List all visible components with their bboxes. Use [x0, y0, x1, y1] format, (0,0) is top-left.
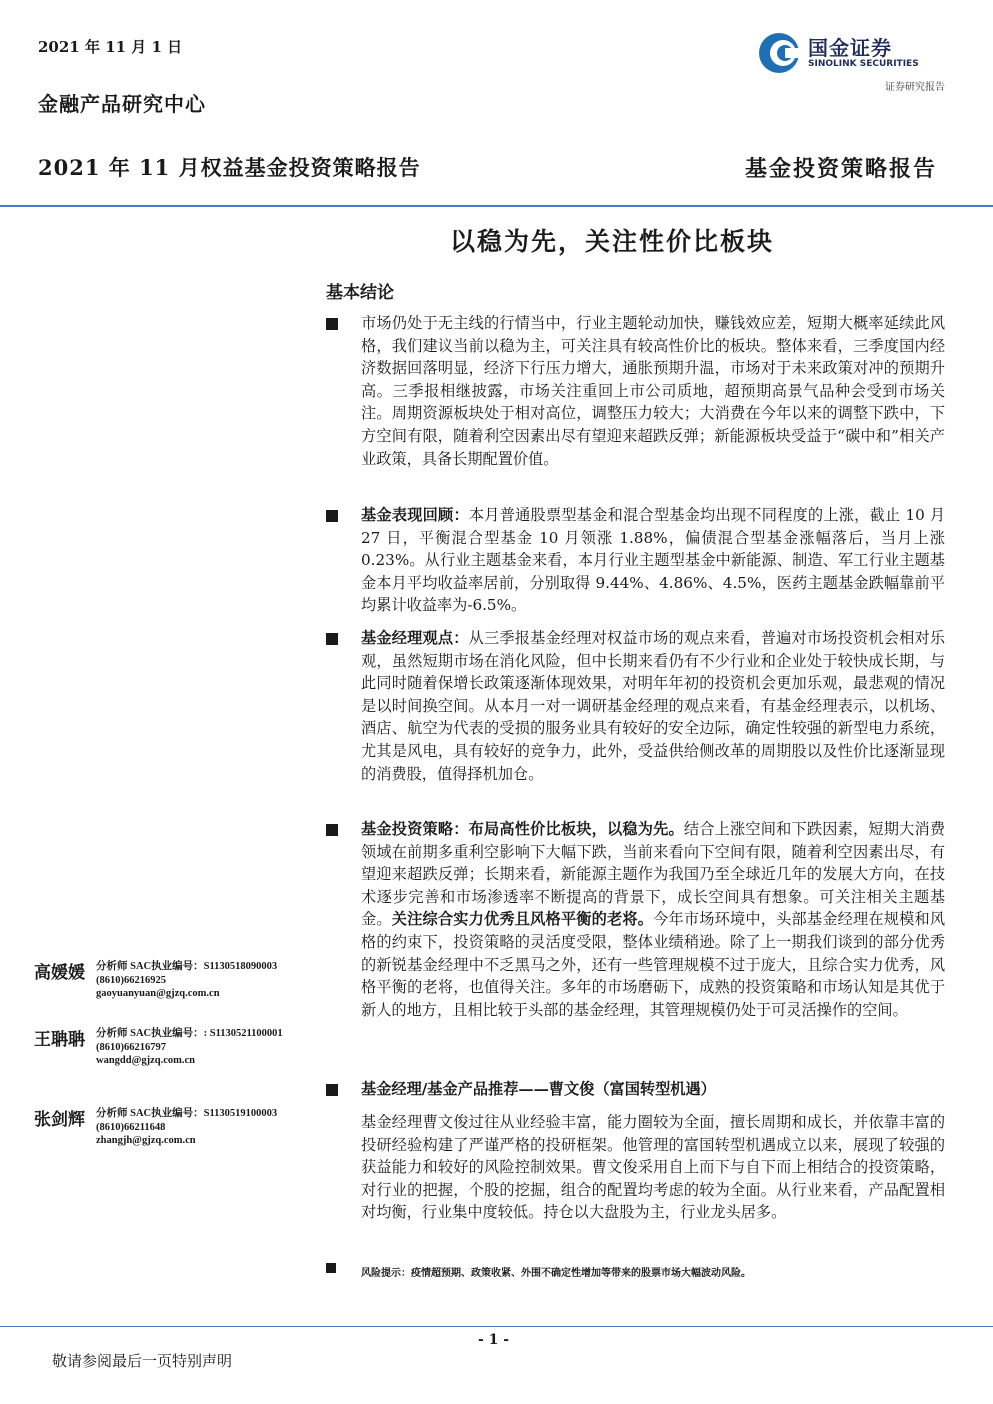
report-date: 2021 年 11 月 1 日 [38, 38, 183, 56]
logo-chinese-name: 国金证券 [808, 36, 892, 60]
paragraph-text: 本月普通股票型基金和混合型基金均出现不同程度的上涨，截止 10 月 27 日，平衡混合型基金 10 月领涨 1.88%，偏债混合型基金涨幅落后，当月上涨 0.23%。从行业主题基金来看，本月行业主题型基金中新能源、制造、军工行业主题基金本月平均收益率居前，分别取得 9.44%、4.86%、4.5%，医药主题基金跌幅靠前平均累计收益率为-6.5%。 [361, 506, 946, 615]
section-title: 基本结论 [326, 283, 394, 303]
bullet-marker [326, 1263, 336, 1273]
conclusion-paragraph-3 [361, 627, 945, 785]
bullet-marker [326, 1084, 338, 1096]
analyst-email[interactable]: gaoyuanyuan@gjzq.com.cn [96, 988, 220, 999]
analyst-email[interactable]: wangdd@gjzq.com.cn [96, 1055, 196, 1066]
bullet-marker [326, 633, 338, 645]
logo-english-name: SINOLINK SECURITIES [808, 59, 919, 69]
footer-divider [0, 1326, 993, 1327]
manager-paragraph: 基金经理曹文俊过往从业经验丰富，能力圈较为全面，擅长周期和成长，并依靠丰富的投研经验构建了严谨严格的投研框架。他管理的富国转型机遇成立以来，展现了较强的获益能力和较好的风险控制效果。曹文俊采用自上而下与自下而上相结合的投资策略，对行业的把握，个股的挖掘，组合的配置均考虑的较为全面。从行业来看，产品配置相对均衡，行业集中度较低。持仓以大盘股为主，行业龙头居多。 [361, 1113, 945, 1222]
conclusion-paragraph-4 [361, 818, 945, 1021]
headline: 以稳为先，关注性价比板块 [450, 227, 775, 256]
analyst-cert: 分析师 SAC执业编号：S1130519100003 [96, 1108, 278, 1119]
analyst-cert: 分析师 SAC执业编号：: S1130521100001 [96, 1028, 283, 1039]
company-logo [756, 30, 946, 78]
bullet-marker [326, 318, 338, 330]
analyst-name: 王聃聃 [34, 1030, 85, 1050]
paragraph-lead-2: 关注综合实力优秀且风格平衡的老将。 [391, 910, 654, 929]
sinolink-logo-icon [756, 30, 802, 76]
paragraph-lead: 基金投资策略：布局高性价比板块，以稳为先。 [361, 820, 684, 838]
paragraph-text: 结合上涨空间和下跌因素，短期大消费领域在前期多重利空影响下大幅下跌，当前来看向下空间有限，随着利空因素出尽，有望迎来超跌反弹；长期来看，新能源主题作为我国乃至全球近几年的发展大方向，在技术逐步完善和市场渗透率不断提高的背景下，成长空间具有想象。可关注相关主题基金。 [361, 820, 946, 929]
bullet-marker [326, 824, 338, 836]
report-type: 基金投资策略报告 [744, 156, 937, 182]
report-title: 2021 年 11 月权益基金投资策略报告 [38, 155, 421, 180]
paragraph-text: 市场仍处于无主线的行情当中，行业主题轮动加快，赚钱效应差，短期大概率延续此风格，我们建议当前以稳为主，可关注具有较高性价比的板块。整体来看，三季度国内经济数据回落明显，经济下行压力增大，通胀预期升温，市场对于未来政策对冲的预期升高。三季报相继披露，市场关注重回上市公司质地，超预期高景气品种会受到市场关注。周期资源板块处于相对高位，调整压力较大；大消费在今年以来的调整下跌中，下方空间有限，随着利空因素出尽有望迎来超跌反弹；新能源板块受益于“碳中和”相关产业政策，具备长期配置价值。 [361, 314, 945, 468]
research-center-name: 金融产品研究中心 [38, 92, 206, 116]
analyst-phone: (8610)66211648 [96, 1121, 166, 1133]
analyst-name: 张剑辉 [34, 1110, 85, 1130]
paragraph-text: 从三季报基金经理对权益市场的观点来看，普遍对市场投资机会相对乐观，虽然短期市场在消化风险，但中长期来看仍有不少行业和企业处于较快成长期，与此同时随着保增长政策逐渐体现效果，对明年年初的投资机会更加乐观，最悲观的情况是以时间换空间。从本月一对一调研基金经理的观点来看，有基金经理表示，以机场、酒店、航空为代表的受损的服务业具有较好的安全边际，确定性较强的新型电力系统，尤其是风电，具有较好的竞争力，此外，受益供给侧改革的周期股以及性价比逐渐显现的消费股，值得择机加仓。 [361, 629, 946, 783]
conclusion-paragraph-2 [361, 504, 945, 617]
bullet-marker [326, 510, 338, 522]
page-number: - 1 - [478, 1332, 510, 1348]
analyst-phone: (8610)66216925 [96, 974, 166, 986]
conclusion-paragraph-1 [361, 312, 945, 470]
analyst-phone: (8610)66216797 [96, 1041, 166, 1053]
paragraph-text-2: 今年市场环境中，头部基金经理在规模和风格的约束下，投资策略的灵活度受限，整体业绩稍逊。除了上一期我们谈到的部分优秀的新锐基金经理中不乏黑马之外，还有一些管理规模不过于庞大，且综合实力优秀，风格平衡的老将，也值得关注。多年的市场磨砺下，成熟的投资策略和市场认知是其优于新人的地方，且相比较于头部的基金经理，其管理规模仍处于可灵活操作的空间。 [361, 910, 946, 1019]
paragraph-lead: 基金经理/基金产品推荐——曹文俊（富国转型机遇） [361, 1080, 716, 1098]
analyst-email[interactable]: zhangjh@gjzq.com.cn [96, 1135, 196, 1146]
header-divider [0, 205, 993, 207]
report-category-label: 证券研究报告 [885, 82, 945, 93]
conclusion-paragraph-5 [361, 1078, 945, 1101]
risk-warning: 风险提示：疫情超预期、政策收紧、外围不确定性增加等带来的股票市场大幅波动风险。 [361, 1268, 751, 1279]
paragraph-lead: 基金表现回顾： [361, 506, 469, 524]
paragraph-lead: 基金经理观点： [361, 629, 469, 647]
analyst-name: 高媛媛 [34, 963, 85, 983]
footer-disclaimer: 敬请参阅最后一页特别声明 [52, 1352, 233, 1370]
analyst-cert: 分析师 SAC执业编号：S1130518090003 [96, 961, 278, 972]
